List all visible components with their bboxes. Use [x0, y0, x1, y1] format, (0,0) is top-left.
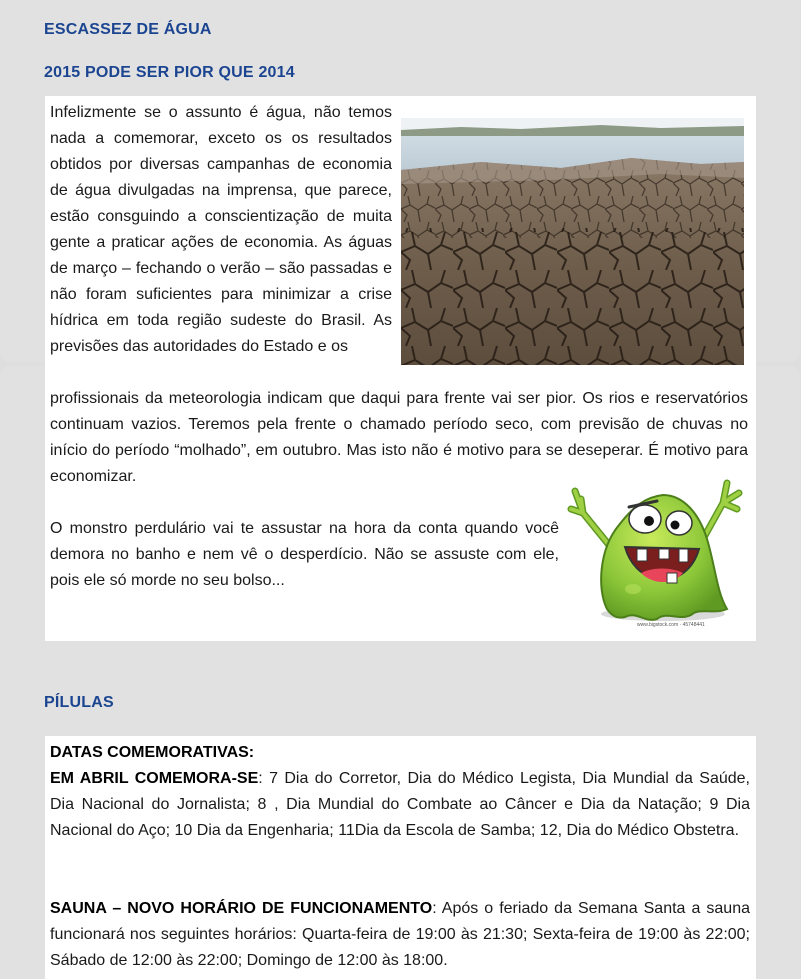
sauna-label: SAUNA – NOVO HORÁRIO DE FUNCIONAMENTO: [50, 900, 433, 917]
article-paragraph-2: O monstro perdulário vai te assustar na hora da conta quando você demora no banho e nem vê o desperdício. Não se assuste com ele, pois ele só morde no seu bolso...: [50, 520, 559, 589]
section-title-pilulas: PÍLULAS: [44, 694, 114, 711]
article-paragraph-1-continued: profissionais da meteorologia indicam que daqui para frente vai ser pior. Os rios e reservatórios continuam vazios. Teremos pela frente o chamado período seco, com previsão de chuvas no início do período “molhado”, em outubro. Mas isto não é motivo para se deseperar. É motivo para economizar.: [50, 390, 748, 485]
abril-text: : 7 Dia do Corretor, Dia do Médico Legista, Dia Mundial da Saúde, Dia Nacional do Jornalista; 8 , Dia Mundial do Combate ao Câncer e Dia da Natação; 9 Dia Nacional do Aço; 10 Dia da Engenharia; 11Dia da Escola de Samba; 12, Dia do Médico Obstetra.: [50, 770, 750, 839]
datas-paragraph: [50, 740, 750, 844]
sauna-paragraph: [50, 896, 750, 974]
drought-photo: [401, 118, 744, 365]
green-monster-illustration: [567, 469, 749, 631]
section-subtitle: 2015 PODE SER PIOR QUE 2014: [44, 64, 295, 81]
monster-watermark: www.bigstock.com · 45748441: [637, 622, 705, 628]
sauna-text: : Após o feriado da Semana Santa a sauna funcionará nos seguintes horários: Quarta-feira de 19:00 às 21:30; Sexta-feira de 19:00 às 22:00; Sábado de 12:00 às 22:00; Domingo de 12:00 às 18:00.: [50, 900, 750, 969]
article-paragraph-1: Infelizmente se o assunto é água, não temos nada a comemorar, exceto os os resultados obtidos por diversas campanhas de economia de água divulgadas na imprensa, que parece, estão consguindo a conscientização de muita gente a praticar ações de economia. As águas de março – fechando o verão – são passadas e não foram suficientes para minimizar a crise hídrica em toda região sudeste do Brasil. As previsões das autoridades do Estado e os: [50, 104, 392, 355]
datas-heading: DATAS COMEMORATIVAS:: [50, 744, 255, 761]
section-title-escassez: ESCASSEZ DE ÁGUA: [44, 21, 212, 38]
abril-label: EM ABRIL COMEMORA-SE: [50, 770, 259, 787]
pilulas-box: [45, 736, 756, 979]
article-box: [45, 96, 756, 641]
